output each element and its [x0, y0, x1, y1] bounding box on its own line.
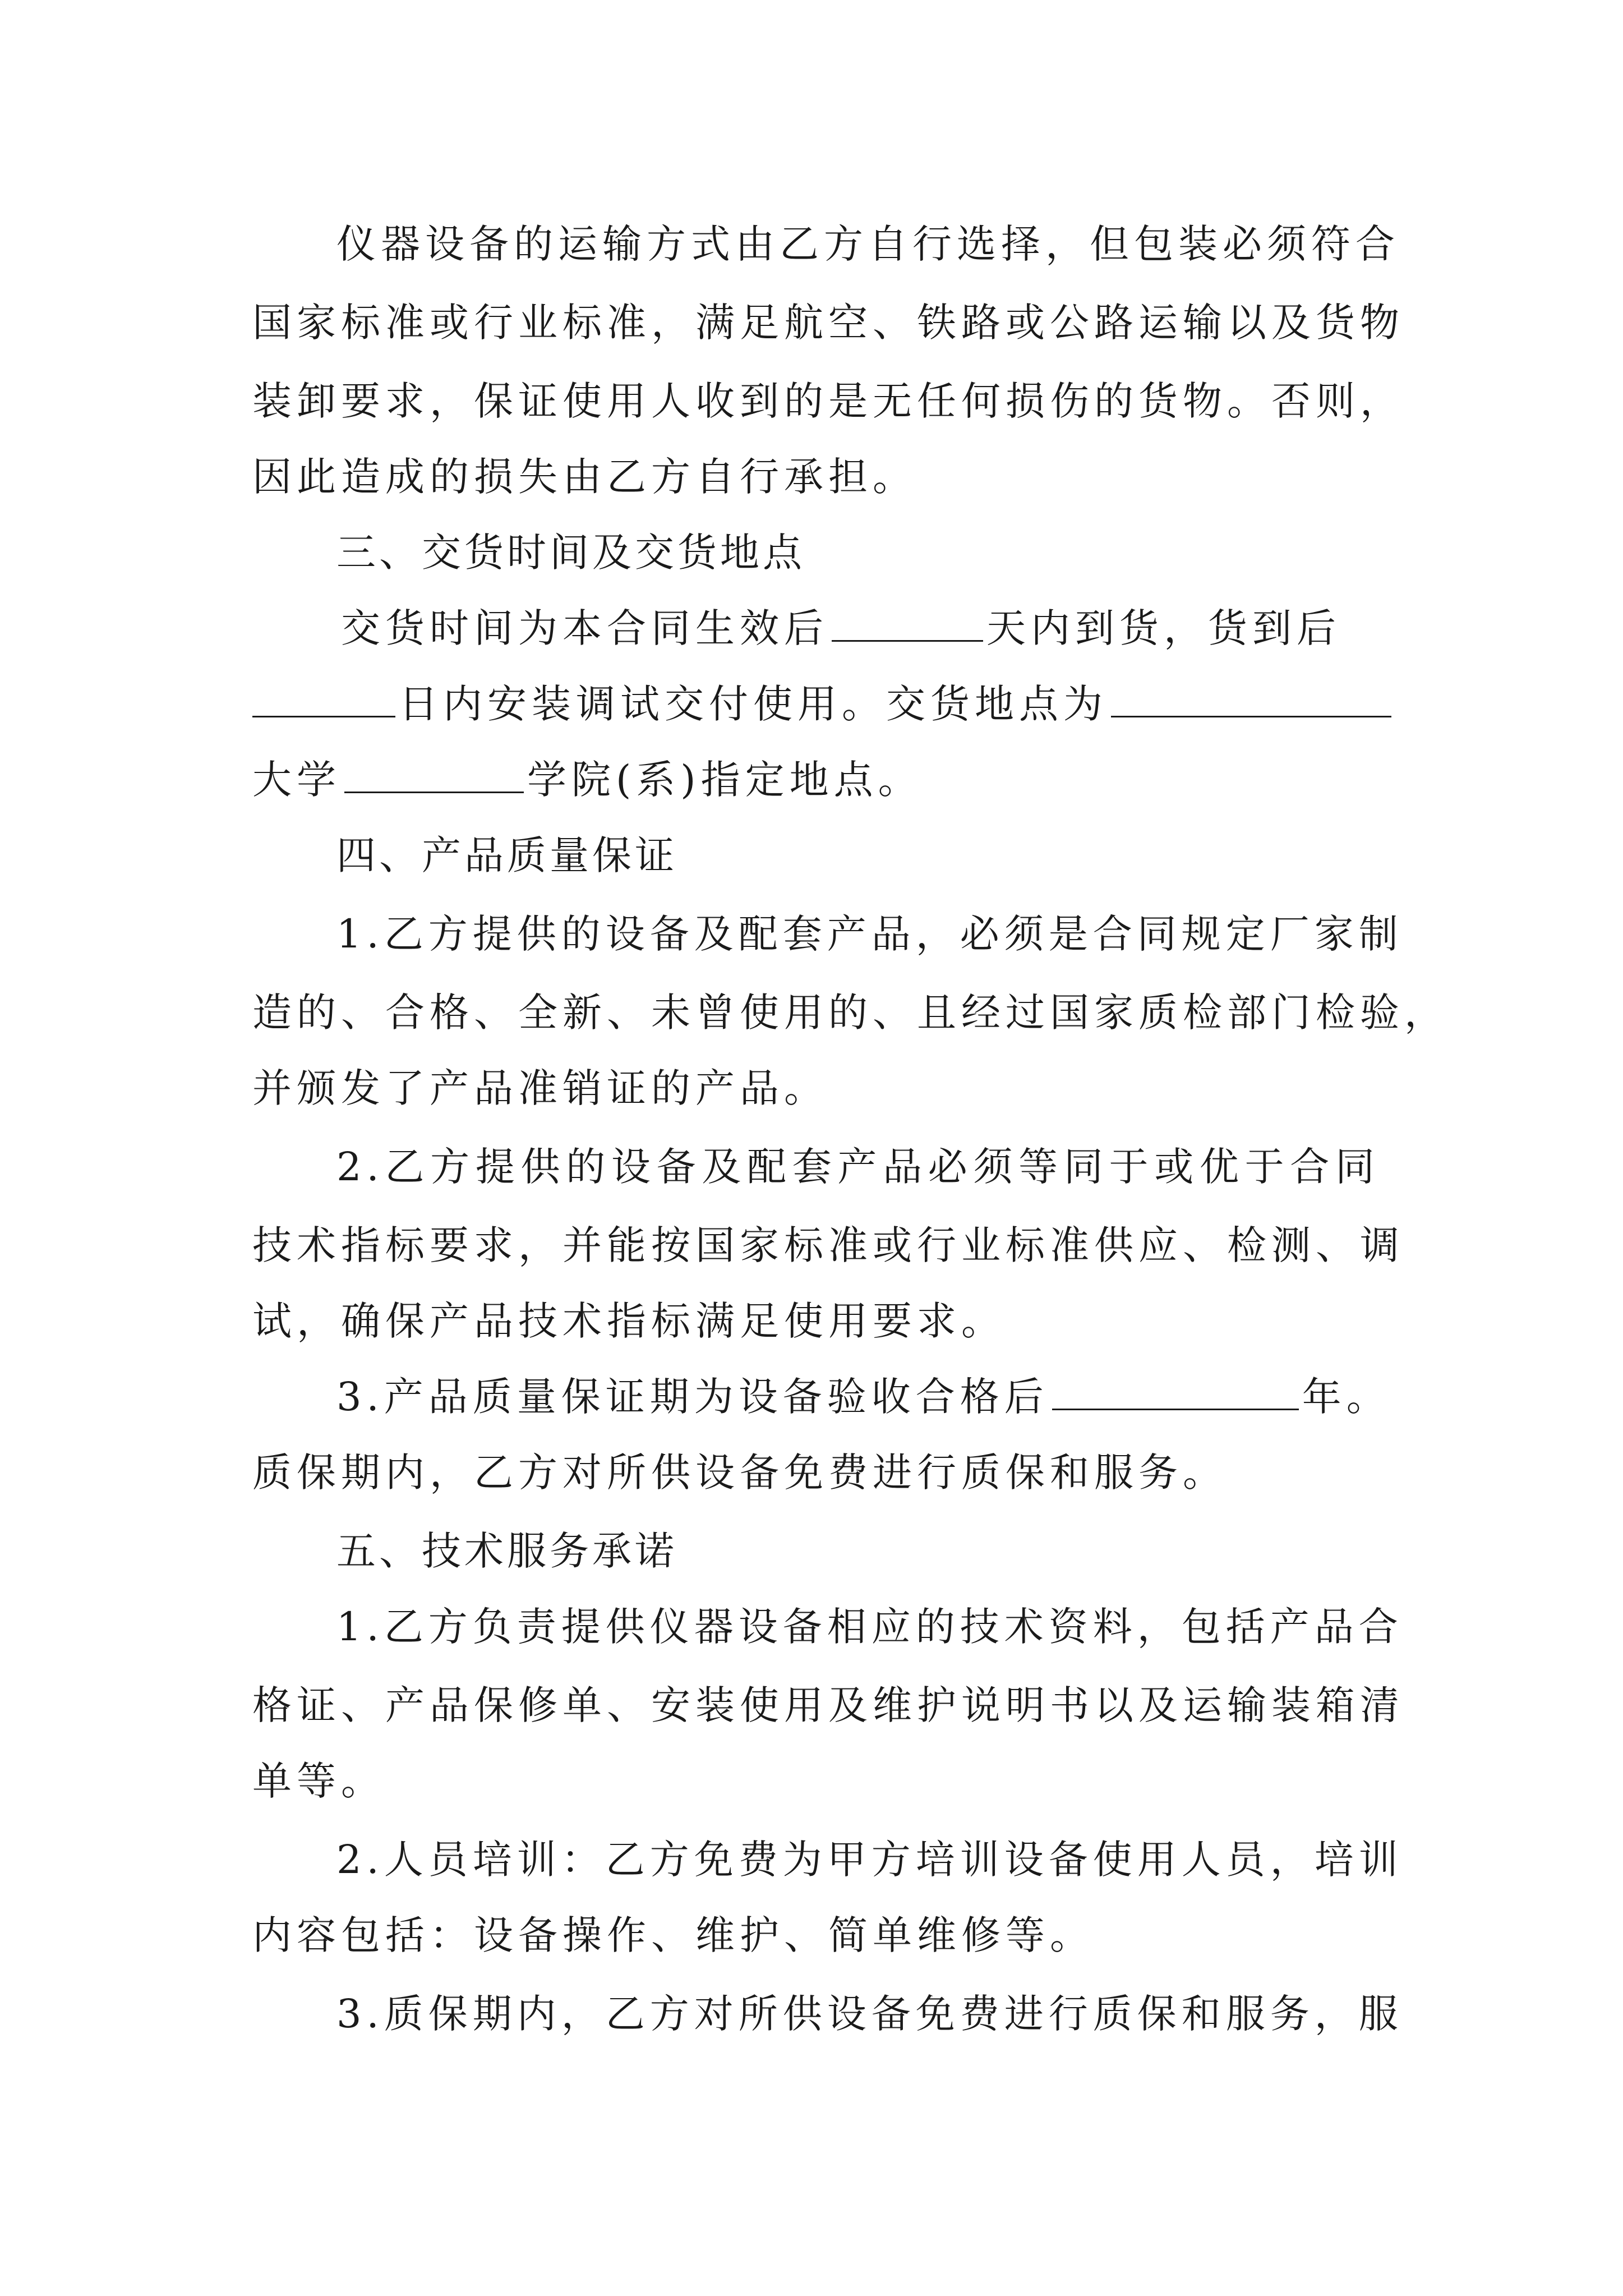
paragraph-line: 1.乙方负责提供仪器设备相应的技术资料，包括产品合	[336, 1604, 1403, 1650]
paragraph-line: 因此造成的损失由乙方自行承担。	[252, 454, 917, 500]
paragraph-line: 格证、产品保修单、安装使用及维护说明书以及运输装箱清	[252, 1682, 1404, 1728]
fill-in-blank	[344, 747, 524, 793]
text-run: 学院(系)指定地点。	[527, 757, 923, 803]
paragraph-line: 2.人员培训：乙方免费为甲方培训设备使用人员，培训	[336, 1837, 1403, 1883]
paragraph-line	[341, 595, 1468, 662]
fill-in-blank	[252, 671, 395, 717]
paragraph-line: 1.乙方提供的设备及配套产品，必须是合同规定厂家制	[336, 911, 1403, 957]
paragraph-line: 并颁发了产品准销证的产品。	[252, 1065, 828, 1111]
paragraph-line: 技术指标要求，并能按国家标准或行业标准供应、检测、调	[252, 1222, 1404, 1268]
paragraph-line: 仪器设备的运输方式由乙方自行选择，但包装必须符合	[336, 221, 1400, 267]
paragraph-line: 3.质保期内，乙方对所供设备免费进行质保和服务，服	[336, 1991, 1403, 2037]
paragraph-line	[252, 746, 1380, 813]
text-run: 天内到货，货到后	[986, 605, 1341, 651]
paragraph-line: 装卸要求，保证使用人收到的是无任何损伤的货物。否则，	[252, 378, 1404, 424]
paragraph-line: 2.乙方提供的设备及配套产品必须等同于或优于合同	[336, 1144, 1380, 1190]
paragraph-line: 内容包括：设备操作、维护、简单维修等。	[252, 1912, 1094, 1958]
paragraph-line	[252, 670, 1380, 738]
fill-in-blank	[832, 595, 983, 642]
paragraph-line	[336, 1363, 1391, 1430]
fill-in-blank	[1052, 1364, 1299, 1410]
text-run: 日内安装调试交付使用。交货地点为	[399, 681, 1108, 727]
text-run: 3.产品质量保证期为设备验收合格后	[336, 1374, 1049, 1420]
text-run: 交货时间为本合同生效后	[341, 605, 828, 651]
section-heading: 四、产品质量保证	[336, 832, 677, 878]
fill-in-blank	[1111, 671, 1391, 717]
section-heading: 三、交货时间及交货地点	[336, 530, 805, 576]
text-run: 大学	[252, 757, 341, 803]
text-run: 年。	[1302, 1374, 1391, 1420]
paragraph-line: 试，确保产品技术指标满足使用要求。	[252, 1298, 1006, 1344]
section-heading: 五、技术服务承诺	[336, 1528, 677, 1574]
paragraph-line: 单等。	[252, 1758, 385, 1804]
paragraph-line: 国家标准或行业标准，满足航空、铁路或公路运输以及货物	[252, 300, 1404, 346]
paragraph-line: 造的、合格、全新、未曾使用的、且经过国家质检部门检验，	[252, 990, 1449, 1036]
paragraph-line: 质保期内，乙方对所供设备免费进行质保和服务。	[252, 1450, 1227, 1496]
